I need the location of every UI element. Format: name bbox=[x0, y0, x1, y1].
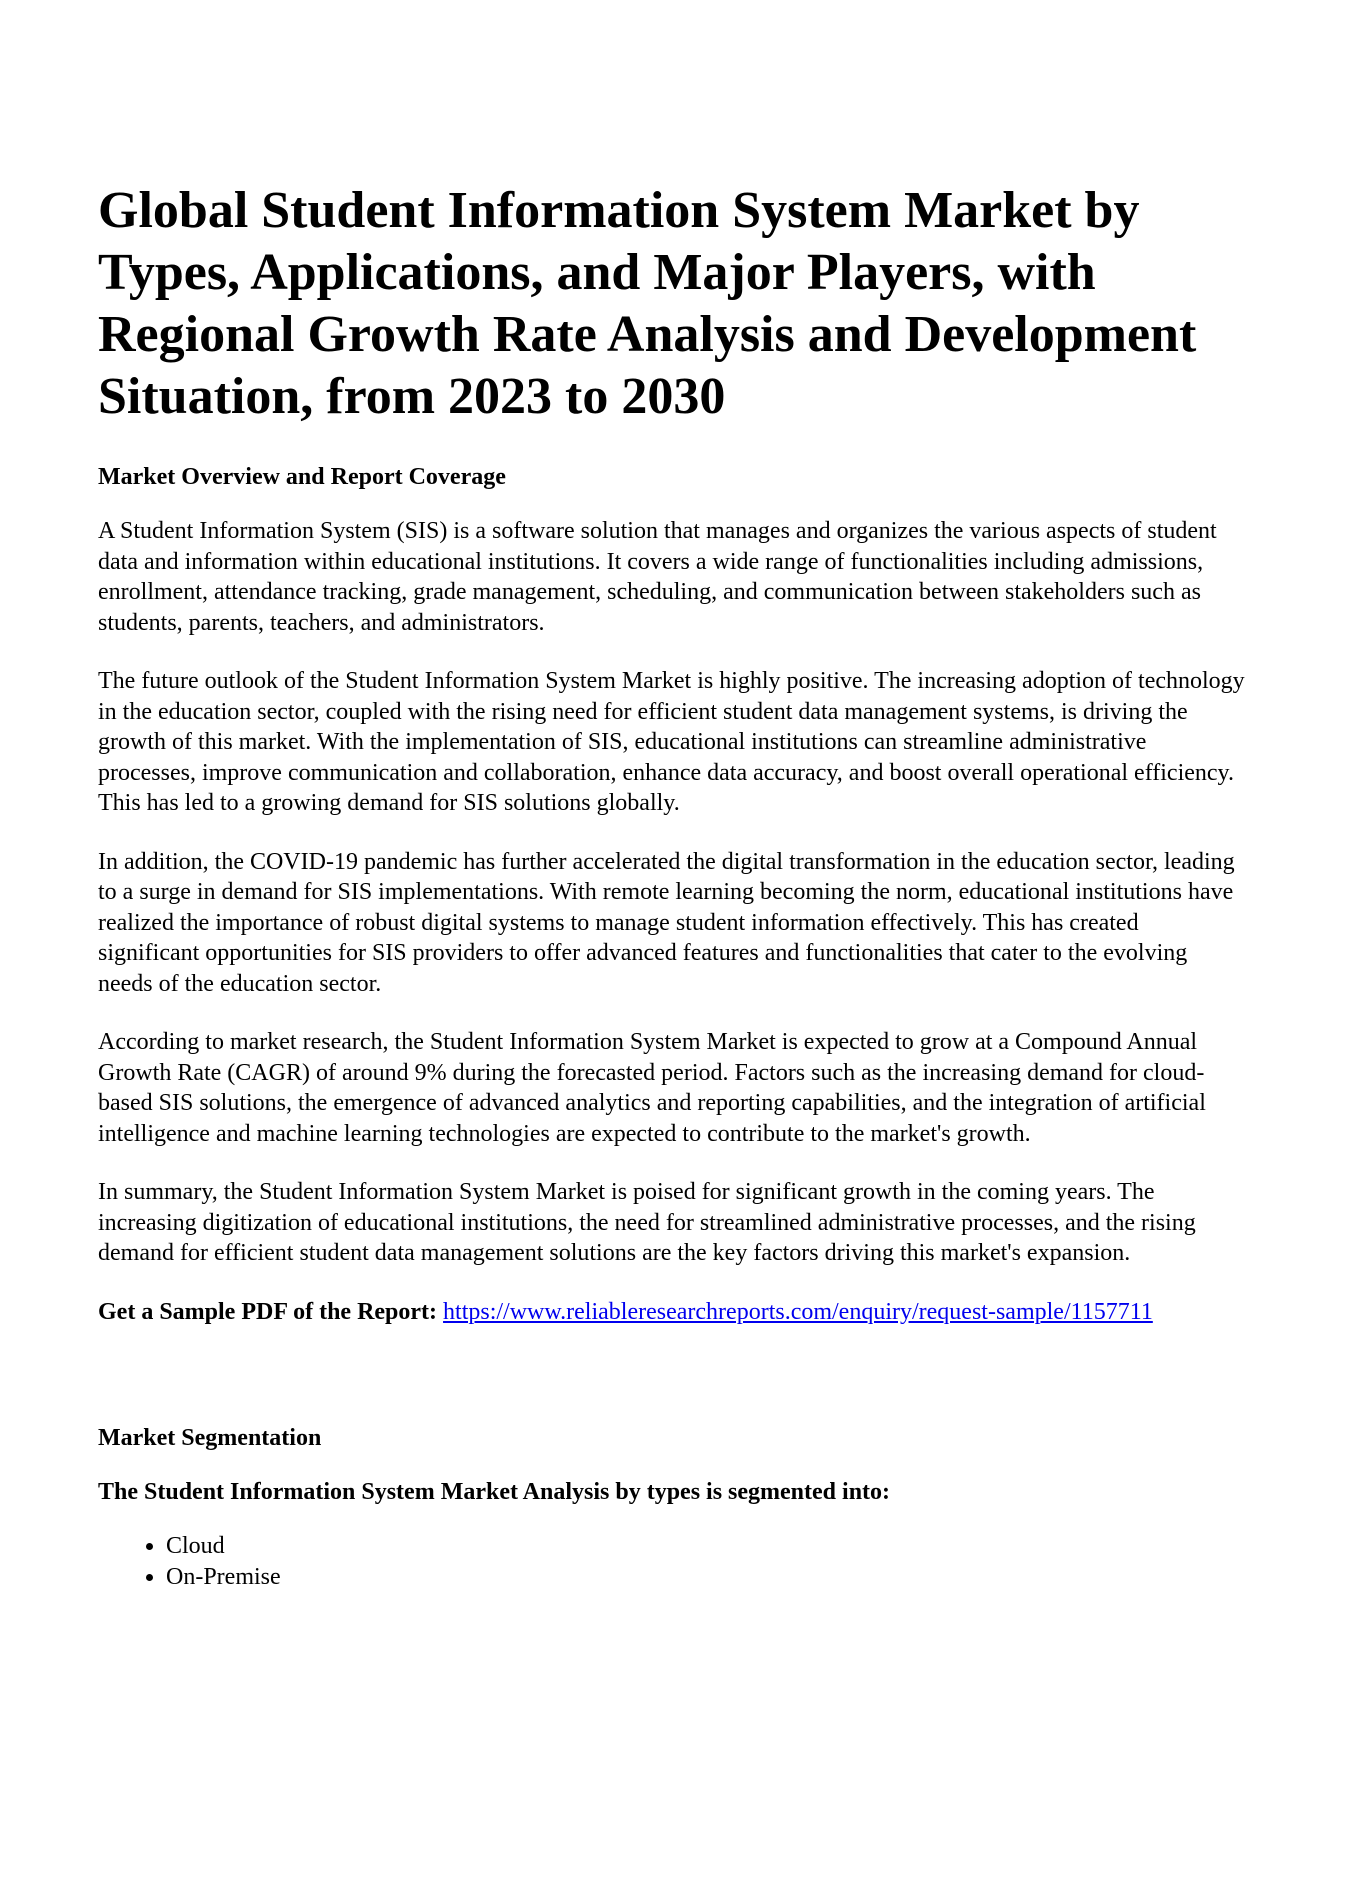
overview-paragraph: In summary, the Student Information System Market is poised for significant growth in the coming years. The increasing digitization of educational institutions, the need for streamlined administrative processes, and the rising demand for efficient student data management solutions are the key factors driving this market's expansion. bbox=[98, 1179, 1196, 1266]
overview-paragraph: A Student Information System (SIS) is a software solution that manages and organizes the various aspects of student data and information within educational institutions. It covers a wide range of functionalities including admissions, enrollment, attendance tracking, grade management, scheduling, and communication between stakeholders such as students, parents, teachers, and administrators. bbox=[98, 518, 1217, 636]
section-heading-overview: Market Overview and Report Coverage bbox=[98, 464, 506, 490]
overview-paragraph: According to market research, the Student Information System Market is expected to grow at a Compound Annual Growth Rate (CAGR) of around 9% during the forecasted period. Factors such as the increasing demand for cloud-based SIS solutions, the emergence of advanced analytics and reporting capabilities, and the integration of artificial intelligence and machine learning technologies are expected to contribute to the market's growth. bbox=[98, 1029, 1206, 1147]
list-item: • Cloud bbox=[166, 1531, 1245, 1562]
document-title: Global Student Information System Market by Types, Applications, and Major Players, with Regional Growth Rate Analysis and Development Situation, from 2023 to 2030 bbox=[98, 182, 1197, 425]
sample-label: Get a Sample PDF of the Report: bbox=[98, 1298, 438, 1325]
sample-request-line bbox=[98, 1297, 1245, 1328]
list-item: • On-Premise bbox=[166, 1562, 1245, 1593]
types-list bbox=[98, 1531, 1245, 1592]
overview-paragraph: The future outlook of the Student Information System Market is highly positive. The increasing adoption of technology in the education sector, coupled with the rising need for efficient student data management systems, is driving the growth of this market. With the implementation of SIS, educational institutions can streamline administrative processes, improve communication and collaboration, enhance data accuracy, and boost overall operational efficiency. This has led to a growing demand for SIS solutions globally. bbox=[98, 668, 1245, 816]
types-heading: The Student Information System Market Analysis by types is segmented into: bbox=[98, 1479, 891, 1505]
overview-paragraph: In addition, the COVID-19 pandemic has further accelerated the digital transformation in the education sector, leading to a surge in demand for SIS implementations. With remote learning becoming the norm, educational institutions have realized the importance of robust digital systems to manage student information effectively. This has created significant opportunities for SIS providers to offer advanced features and functionalities that cater to the evolving needs of the education sector. bbox=[98, 848, 1235, 997]
section-spacer bbox=[98, 1355, 1245, 1423]
sample-report-link[interactable]: https://www.reliableresearchreports.com/enquiry/request-sample/1157711 bbox=[443, 1298, 1153, 1325]
section-heading-segmentation: Market Segmentation bbox=[98, 1425, 322, 1451]
